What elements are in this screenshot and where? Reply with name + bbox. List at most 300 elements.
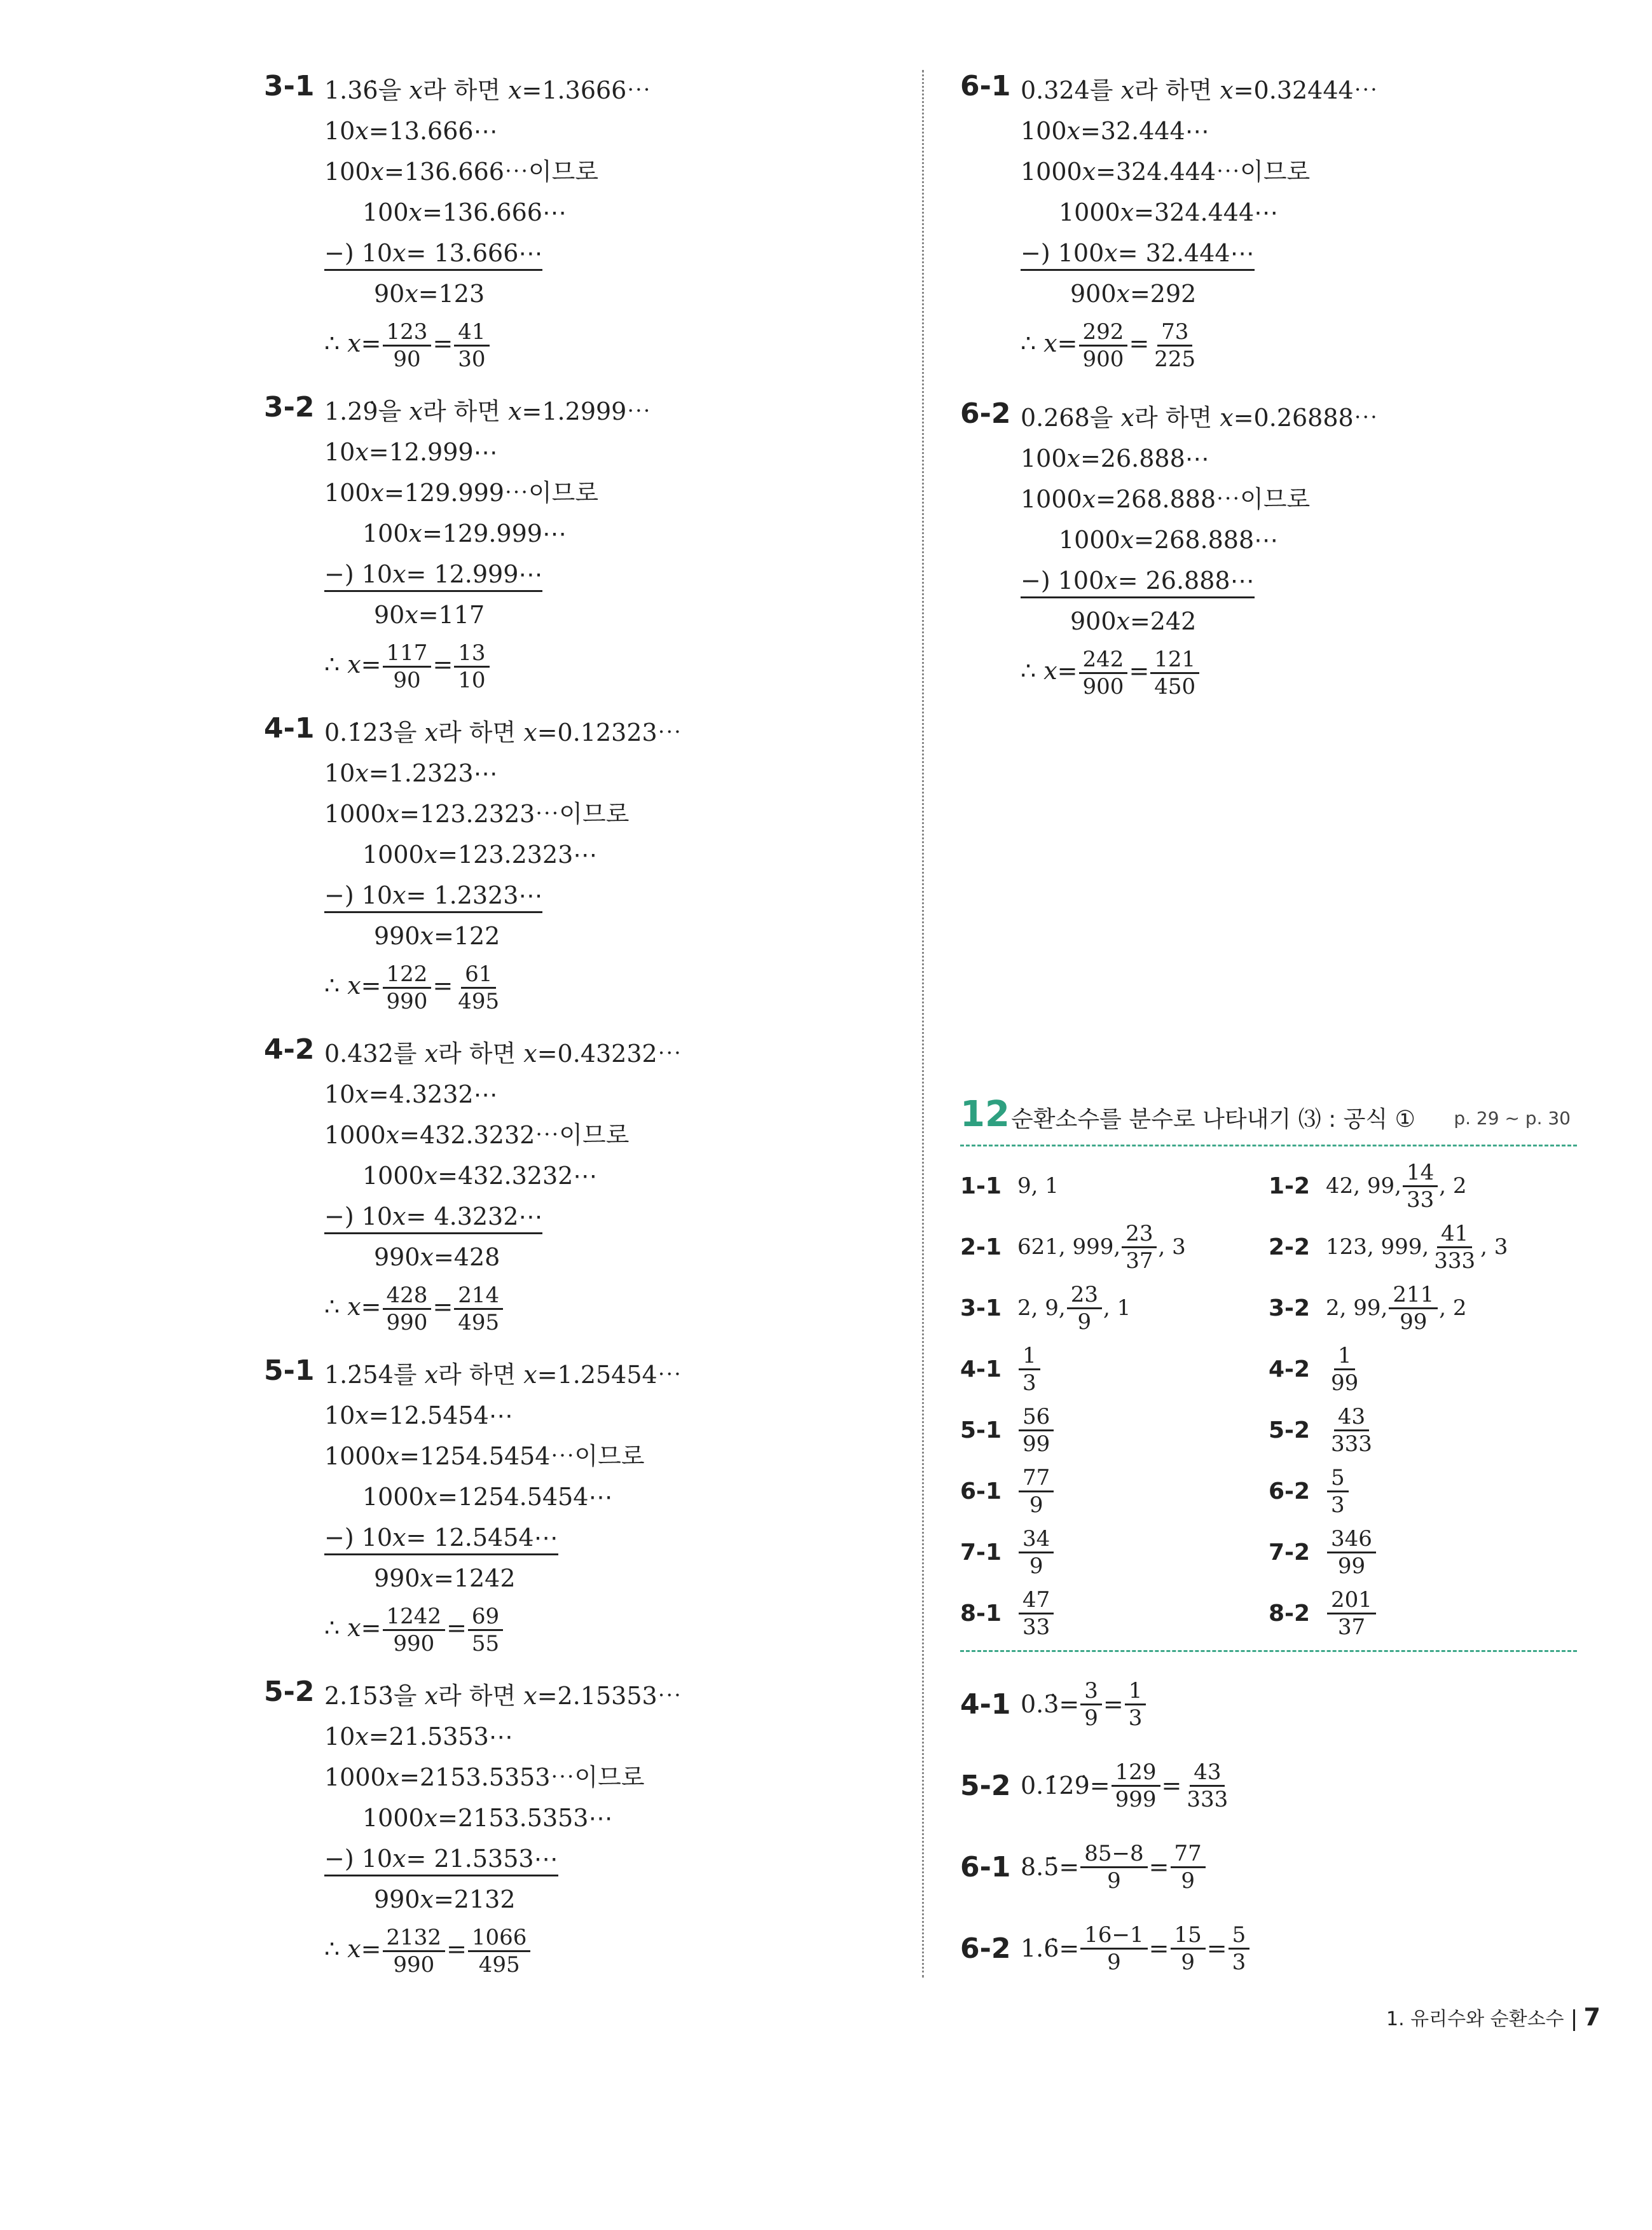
answer-item: [960, 1157, 1059, 1215]
setup-line: 1.36̇을 𝑥라 하면 𝑥=1.3666⋯: [324, 76, 651, 104]
denominator: 99: [1400, 1309, 1428, 1335]
answer-id: 6-2: [1269, 1478, 1311, 1504]
numerator: 23: [1122, 1221, 1157, 1248]
fraction: [1150, 647, 1199, 699]
denominator: 495: [478, 1952, 520, 1978]
equals-sign: =: [1148, 1853, 1169, 1881]
answer-value: [1326, 1160, 1466, 1213]
setup-line: 1.2̇54̇를 𝑥라 하면 𝑥=1.25454⋯: [324, 1361, 682, 1389]
fraction: [1403, 1160, 1438, 1213]
answer-id: 5-1: [960, 1417, 1002, 1443]
subtraction-bottom: [324, 233, 650, 273]
denominator: 3: [1022, 1370, 1036, 1396]
conclusion-line: [324, 1277, 682, 1336]
problem-id: 3-2: [264, 391, 315, 423]
extra-expression: [1021, 1678, 1147, 1731]
numerator: 201: [1327, 1587, 1376, 1614]
numerator: 121: [1150, 647, 1199, 674]
numerator: 5: [1229, 1922, 1250, 1950]
denominator: 3: [1128, 1705, 1143, 1731]
fraction: [383, 961, 432, 1014]
problem-id: 5-1: [264, 1354, 315, 1387]
denominator: 33: [1022, 1614, 1050, 1640]
denominator: 37: [1337, 1614, 1366, 1640]
denominator: 3: [1331, 1492, 1345, 1518]
answer-id: 3-1: [960, 1295, 1002, 1321]
numerator: 214: [454, 1283, 503, 1310]
subtraction-text: −) 10𝑥= 12.999⋯: [324, 558, 542, 592]
numerator: 73: [1157, 319, 1192, 347]
denominator: 999: [1115, 1786, 1157, 1812]
answer-suffix: , 2: [1439, 1173, 1467, 1199]
answer-id: 2-2: [1269, 1234, 1311, 1260]
answer-prefix: 2, 99,: [1326, 1295, 1388, 1321]
answer-value: [1017, 1282, 1131, 1335]
subtraction-bottom: [324, 1517, 682, 1558]
denominator: 990: [386, 1310, 428, 1335]
answer-id: 2-1: [960, 1234, 1002, 1260]
extra-expression: [1021, 1922, 1251, 1975]
fraction: [1229, 1922, 1250, 1975]
therefore-symbol: ∴ 𝑥=: [324, 650, 382, 678]
solution-lines: [324, 391, 650, 694]
denominator: 9: [1107, 1949, 1121, 1975]
numerator: 428: [383, 1283, 432, 1310]
equation-line: 10𝑥=12.5454⋯: [324, 1401, 513, 1429]
denominator: 225: [1154, 347, 1196, 372]
equals-sign: =: [1103, 1690, 1124, 1718]
equation-line: 10𝑥=4.3232⋯: [324, 1080, 498, 1108]
extra-expression: [1021, 1759, 1233, 1812]
equals-sign: =: [446, 1614, 467, 1642]
answer-id: 3-2: [1269, 1295, 1311, 1321]
numerator: 41: [454, 319, 489, 347]
subtraction-bottom: [1021, 233, 1378, 273]
numerator: 69: [468, 1604, 503, 1631]
equation-line: 10𝑥=13.666⋯: [324, 117, 498, 145]
subtraction-bottom: [1021, 560, 1378, 601]
fraction: [1171, 1841, 1206, 1894]
fraction: [1019, 1587, 1054, 1640]
answer-value: [1326, 1343, 1363, 1396]
page-footer: [1386, 2003, 1600, 2031]
denominator: 990: [386, 989, 428, 1014]
conclusion-line: [324, 1920, 682, 1978]
answer-id: 1-1: [960, 1173, 1002, 1199]
numerator: 1066: [468, 1925, 531, 1952]
equation-line: 1000𝑥=1254.5454⋯이므로: [324, 1442, 645, 1470]
denominator: 99: [1331, 1370, 1359, 1396]
difference-line: 990𝑥=2132: [374, 1885, 516, 1913]
answer-id: 8-1: [960, 1600, 1002, 1627]
answer-id: 1-2: [1269, 1173, 1311, 1199]
equation-line: 10𝑥=12.999⋯: [324, 438, 498, 466]
fraction: [1112, 1759, 1160, 1812]
answer-value: [1326, 1404, 1377, 1457]
numerator: 56: [1019, 1404, 1054, 1431]
answer-value: [1017, 1173, 1059, 1199]
numerator: 41: [1437, 1221, 1472, 1248]
answer-item: [960, 1585, 1055, 1642]
page-number: 7: [1583, 2003, 1600, 2031]
answer-value: [1326, 1221, 1508, 1274]
equation-line: 100𝑥=129.999⋯이므로: [324, 479, 599, 507]
denominator: 9: [1029, 1492, 1043, 1518]
fraction: [454, 961, 503, 1014]
conclusion-line: [324, 1599, 682, 1657]
answer-id: 8-2: [1269, 1600, 1311, 1627]
answer-suffix: , 2: [1439, 1295, 1467, 1321]
therefore-symbol: ∴ 𝑥=: [324, 329, 382, 357]
fraction: [383, 1604, 446, 1656]
fraction: [1019, 1465, 1054, 1518]
subtraction-text: −) 10𝑥= 13.666⋯: [324, 237, 542, 271]
fraction: [1019, 1404, 1054, 1457]
answer-id: 4-2: [1269, 1356, 1311, 1382]
answer-prefix: 2, 9,: [1017, 1295, 1066, 1321]
equation-line: 1000𝑥=432.3232⋯이므로: [324, 1121, 630, 1149]
equals-sign: =: [1129, 657, 1150, 685]
denominator: 990: [393, 1952, 435, 1978]
numerator: 242: [1079, 647, 1128, 674]
answer-item: [960, 1218, 1186, 1276]
decimal-lhs: 0.1̇29̇=: [1021, 1772, 1110, 1800]
numerator: 346: [1327, 1526, 1376, 1553]
numerator: 1: [1125, 1678, 1146, 1705]
answer-value: [1017, 1404, 1055, 1457]
answer-text: 9, 1: [1017, 1173, 1059, 1199]
answer-suffix: , 3: [1480, 1234, 1508, 1260]
problem-id: 5-2: [264, 1676, 315, 1708]
conclusion-line: [324, 314, 650, 373]
solution-lines: [324, 70, 650, 373]
subtraction-bottom: [324, 1196, 682, 1237]
fraction: [468, 1604, 503, 1656]
numerator: 14: [1403, 1160, 1438, 1187]
answer-suffix: , 1: [1103, 1295, 1131, 1321]
solution-lines: [324, 1033, 682, 1336]
answer-item: [960, 1279, 1131, 1337]
fraction: [1327, 1465, 1349, 1518]
answer-suffix: , 3: [1158, 1234, 1186, 1260]
denominator: 495: [458, 1310, 500, 1335]
setup-line: 2.1̇53̇을 𝑥라 하면 𝑥=2.15353⋯: [324, 1682, 682, 1710]
solution-lines: [324, 712, 682, 1015]
denominator: 9: [1107, 1868, 1121, 1894]
denominator: 9: [1181, 1868, 1195, 1894]
decimal-lhs: 1.6̇=: [1021, 1934, 1080, 1962]
section-rule: [960, 1650, 1577, 1652]
numerator: 16−1: [1080, 1922, 1147, 1950]
denominator: 333: [1187, 1786, 1229, 1812]
setup-line: 1.29̇을 𝑥라 하면 𝑥=1.2999⋯: [324, 397, 651, 425]
answer-id: 6-1: [960, 1478, 1002, 1504]
numerator: 1: [1334, 1343, 1356, 1370]
section-header: [960, 1094, 1577, 1146]
numerator: 85−8: [1080, 1841, 1147, 1868]
answer-value: [1017, 1465, 1055, 1518]
answer-id: 7-2: [1269, 1539, 1311, 1566]
subtraction-top: 1000𝑥=324.444⋯: [1059, 198, 1279, 226]
fraction: [1080, 1678, 1102, 1731]
therefore-symbol: ∴ 𝑥=: [324, 972, 382, 1000]
answer-item: [960, 1340, 1042, 1398]
setup-line: 0.324̇를 𝑥라 하면 𝑥=0.32444⋯: [1021, 76, 1378, 104]
denominator: 30: [458, 347, 486, 372]
answer-value: [1017, 1587, 1055, 1640]
problem-id: 3-1: [264, 70, 315, 102]
extra-id: 6-1: [960, 1850, 1011, 1883]
answer-item: [1269, 1218, 1508, 1276]
equation-line: 1000𝑥=268.888⋯이므로: [1021, 485, 1311, 513]
extra-item: [960, 1917, 1251, 1980]
subtraction-text: −) 10𝑥= 21.5353⋯: [324, 1843, 558, 1876]
numerator: 123: [383, 319, 432, 347]
answer-value: [1326, 1282, 1466, 1335]
denominator: 37: [1125, 1248, 1153, 1274]
subtraction-top: 1000𝑥=268.888⋯: [1059, 526, 1279, 554]
answer-item: [1269, 1524, 1377, 1581]
equals-sign: =: [446, 1935, 467, 1963]
setup-line: 0.1̇23̇을 𝑥라 하면 𝑥=0.12323⋯: [324, 719, 682, 747]
equation-line: 1000𝑥=324.444⋯이므로: [1021, 158, 1311, 186]
answer-id: 5-2: [1269, 1417, 1311, 1443]
fraction: [1183, 1759, 1232, 1812]
fraction: [1019, 1343, 1040, 1396]
numerator: 2132: [383, 1925, 446, 1952]
equation-line: 100𝑥=26.888⋯: [1021, 444, 1209, 472]
denominator: 333: [1434, 1248, 1476, 1274]
denominator: 10: [458, 668, 486, 693]
answer-prefix: 621, 999,: [1017, 1234, 1121, 1260]
numerator: 117: [383, 640, 432, 668]
subtraction-top: 1000𝑥=1254.5454⋯: [362, 1483, 613, 1511]
fraction: [383, 640, 432, 693]
denominator: 333: [1331, 1431, 1372, 1457]
subtraction-text: −) 100𝑥= 26.888⋯: [1021, 565, 1255, 598]
equation-line: 100𝑥=32.444⋯: [1021, 117, 1209, 145]
fraction: [1150, 319, 1199, 372]
extra-id: 4-1: [960, 1688, 1011, 1721]
answer-id: 4-1: [960, 1356, 1002, 1382]
problem-id: 6-2: [960, 397, 1011, 430]
extra-id: 5-2: [960, 1769, 1011, 1802]
equals-sign: =: [1148, 1934, 1169, 1962]
answer-item: [1269, 1340, 1363, 1398]
answer-item: [1269, 1585, 1377, 1642]
fraction: [1079, 319, 1128, 372]
numerator: 77: [1019, 1465, 1054, 1492]
fraction: [1079, 647, 1128, 699]
answer-value: [1326, 1465, 1350, 1518]
equation-line: 1000𝑥=2153.5353⋯이므로: [324, 1763, 645, 1791]
conclusion-line: [324, 635, 650, 694]
answer-id: 7-1: [960, 1539, 1002, 1566]
numerator: 292: [1079, 319, 1128, 347]
difference-line: 990𝑥=428: [374, 1243, 500, 1271]
fraction: [1171, 1922, 1206, 1975]
answer-prefix: 42, 99,: [1326, 1173, 1401, 1199]
subtraction-bottom: [324, 1838, 682, 1879]
subtraction-text: −) 10𝑥= 12.5454⋯: [324, 1522, 558, 1555]
numerator: 77: [1171, 1841, 1206, 1868]
difference-line: 990𝑥=1242: [374, 1564, 516, 1592]
fraction: [1327, 1404, 1376, 1457]
fraction: [454, 640, 489, 693]
denominator: 55: [471, 1631, 500, 1656]
extra-item: [960, 1835, 1207, 1899]
fraction: [1080, 1841, 1147, 1894]
footer-divider: [1573, 2009, 1575, 2031]
answer-item: [960, 1524, 1055, 1581]
footer-chapter: 1. 유리수와 순환소수: [1386, 2008, 1564, 2030]
numerator: 1242: [383, 1604, 446, 1631]
subtraction-top: 1000𝑥=2153.5353⋯: [362, 1804, 613, 1832]
numerator: 47: [1019, 1587, 1054, 1614]
equation-line: 10𝑥=21.5353⋯: [324, 1723, 513, 1751]
numerator: 5: [1327, 1465, 1349, 1492]
fraction: [1389, 1282, 1438, 1335]
solution-lines: [1021, 397, 1378, 700]
denominator: 90: [393, 347, 421, 372]
answer-item: [1269, 1463, 1350, 1520]
fraction: [1327, 1587, 1376, 1640]
subtraction-bottom: [324, 875, 682, 916]
fraction: [1430, 1221, 1479, 1274]
therefore-symbol: ∴ 𝑥=: [1021, 329, 1078, 357]
difference-line: 990𝑥=122: [374, 922, 500, 950]
fraction: [1125, 1678, 1146, 1731]
extra-item: [960, 1672, 1147, 1736]
section-number: 12: [960, 1094, 1010, 1135]
equation-line: 10𝑥=1.2323⋯: [324, 759, 498, 787]
numerator: 122: [383, 961, 432, 989]
subtraction-top: 100𝑥=136.666⋯: [362, 198, 567, 226]
answer-item: [960, 1463, 1055, 1520]
conclusion-line: [324, 956, 682, 1015]
section-pages: p. 29 ~ p. 30: [1454, 1108, 1571, 1129]
problem-id: 4-1: [264, 712, 315, 745]
extra-expression: [1021, 1841, 1207, 1894]
subtraction-text: −) 10𝑥= 4.3232⋯: [324, 1201, 542, 1234]
fraction: [383, 319, 432, 372]
problem-id: 6-1: [960, 70, 1011, 102]
numerator: 13: [454, 640, 489, 668]
numerator: 3: [1080, 1678, 1102, 1705]
answer-item: [1269, 1157, 1466, 1215]
solution-lines: [324, 1676, 682, 1978]
equals-sign: =: [1161, 1772, 1182, 1800]
fraction: [454, 319, 489, 372]
fraction: [1122, 1221, 1157, 1274]
therefore-symbol: ∴ 𝑥=: [1021, 657, 1078, 685]
answer-value: [1017, 1526, 1055, 1579]
denominator: 9: [1077, 1309, 1092, 1335]
denominator: 99: [1337, 1553, 1366, 1579]
denominator: 33: [1406, 1187, 1435, 1213]
difference-line: 900𝑥=242: [1070, 607, 1197, 635]
fraction: [1080, 1922, 1147, 1975]
denominator: 450: [1154, 674, 1196, 699]
equals-sign: =: [432, 1293, 453, 1321]
equals-sign: =: [432, 329, 453, 357]
fraction: [1327, 1343, 1362, 1396]
subtraction-text: −) 10𝑥= 1.2323⋯: [324, 879, 542, 913]
answer-item: [960, 1401, 1055, 1459]
subtraction-top: 100𝑥=129.999⋯: [362, 520, 567, 547]
numerator: 129: [1112, 1759, 1160, 1787]
numerator: 1: [1019, 1343, 1040, 1370]
subtraction-bottom: [324, 554, 650, 595]
equation-line: 1000𝑥=123.2323⋯이므로: [324, 800, 630, 828]
numerator: 211: [1389, 1282, 1438, 1309]
denominator: 9: [1181, 1949, 1195, 1975]
denominator: 90: [393, 668, 421, 693]
fraction: [468, 1925, 531, 1978]
subtraction-text: −) 100𝑥= 32.444⋯: [1021, 237, 1255, 271]
decimal-lhs: 0.3̇=: [1021, 1690, 1080, 1718]
fraction: [1067, 1282, 1102, 1335]
numerator: 23: [1067, 1282, 1102, 1309]
fraction: [1327, 1526, 1376, 1579]
therefore-symbol: ∴ 𝑥=: [324, 1614, 382, 1642]
equals-sign: =: [432, 972, 453, 1000]
numerator: 43: [1334, 1404, 1369, 1431]
solution-lines: [1021, 70, 1378, 373]
denominator: 99: [1022, 1431, 1050, 1457]
answer-item: [1269, 1279, 1466, 1337]
difference-line: 90𝑥=117: [374, 601, 485, 629]
denominator: 9: [1084, 1705, 1098, 1731]
therefore-symbol: ∴ 𝑥=: [324, 1293, 382, 1321]
numerator: 34: [1019, 1526, 1054, 1553]
problem-id: 4-2: [264, 1033, 315, 1066]
fraction: [383, 1283, 432, 1335]
equals-sign: =: [1206, 1934, 1227, 1962]
answer-value: [1017, 1221, 1186, 1274]
answer-value: [1017, 1343, 1042, 1396]
decimal-lhs: 8.5̇=: [1021, 1853, 1080, 1881]
subtraction-top: 1000𝑥=123.2323⋯: [362, 841, 598, 869]
setup-line: 0.268̇을 𝑥라 하면 𝑥=0.26888⋯: [1021, 404, 1378, 432]
therefore-symbol: ∴ 𝑥=: [324, 1935, 382, 1963]
equals-sign: =: [432, 650, 453, 678]
numerator: 15: [1171, 1922, 1206, 1950]
answer-prefix: 123, 999,: [1326, 1234, 1429, 1260]
solution-lines: [324, 1354, 682, 1657]
conclusion-line: [1021, 642, 1378, 700]
difference-line: 90𝑥=123: [374, 280, 485, 308]
denominator: 900: [1082, 347, 1124, 372]
denominator: 495: [458, 989, 500, 1014]
setup-line: 0.4̇32̇를 𝑥라 하면 𝑥=0.43232⋯: [324, 1040, 682, 1068]
fraction: [383, 1925, 446, 1978]
denominator: 900: [1082, 674, 1124, 699]
answer-value: [1326, 1587, 1377, 1640]
section-title: 순환소수를 분수로 나타내기 ⑶ : 공식 ①: [1011, 1106, 1415, 1132]
difference-line: 900𝑥=292: [1070, 280, 1197, 308]
numerator: 43: [1190, 1759, 1225, 1787]
extra-id: 6-2: [960, 1932, 1011, 1965]
denominator: 9: [1029, 1553, 1043, 1579]
answer-item: [1269, 1401, 1377, 1459]
subtraction-top: 1000𝑥=432.3232⋯: [362, 1162, 598, 1190]
column-divider: [922, 70, 924, 1978]
equation-line: 100𝑥=136.666⋯이므로: [324, 158, 599, 186]
extra-item: [960, 1754, 1233, 1817]
denominator: 990: [393, 1631, 435, 1656]
numerator: 61: [461, 961, 496, 989]
